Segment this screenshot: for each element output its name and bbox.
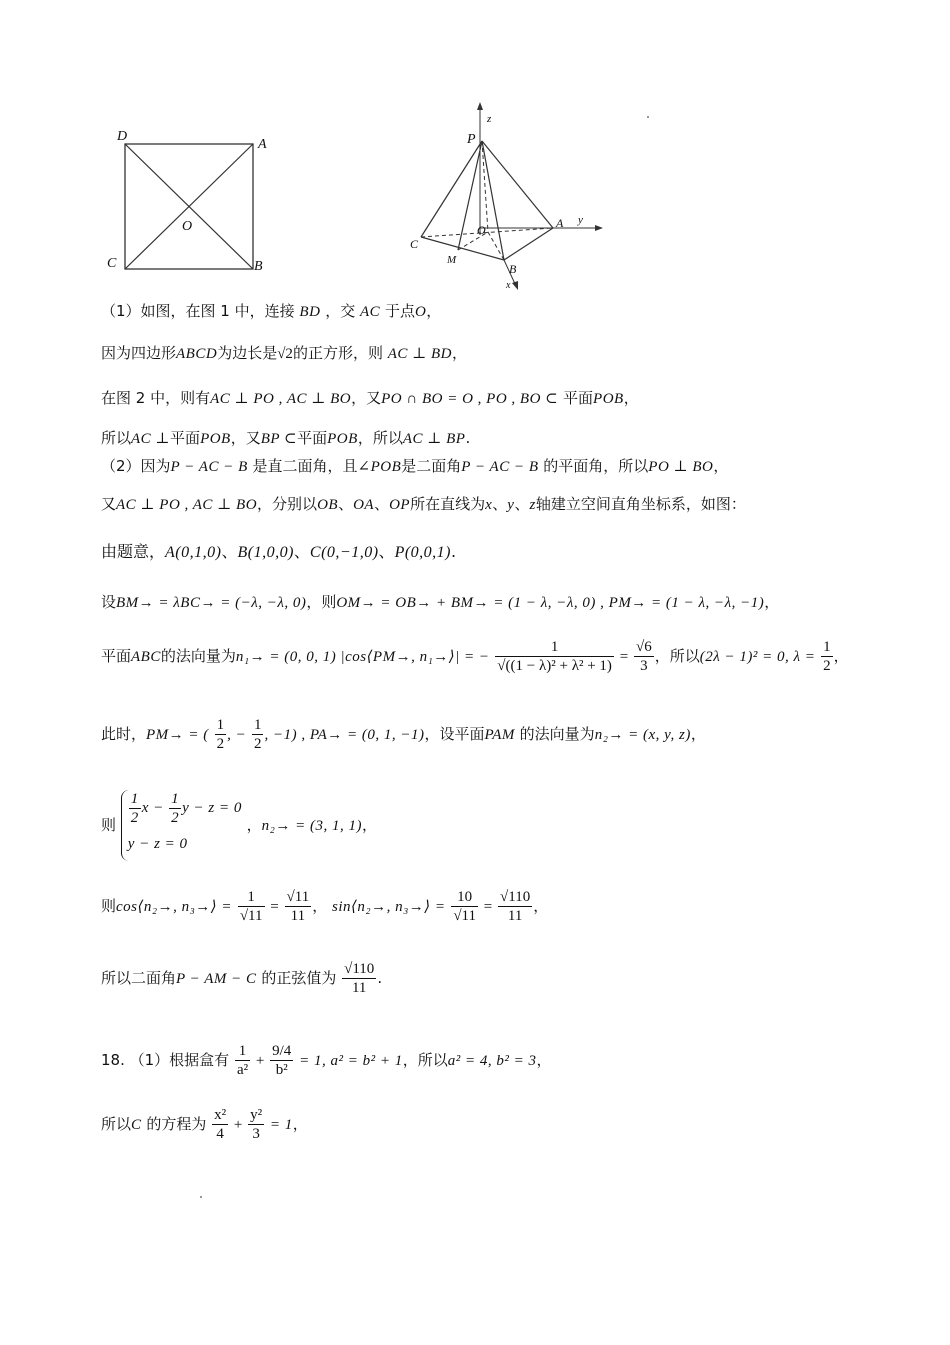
solution-line-7: 由题意，A(0,1,0)、B(1,0,0)、C(0,−1,0)、P(0,0,1).	[101, 542, 457, 561]
fraction: $\frac{9/4}{\text{b²}}$	[272, 1043, 292, 1078]
label-B2: B	[509, 262, 517, 276]
solution-line-3: 在图 2 中，则有AC ⊥ PO , AC ⊥ BO，又PO ∩ BO = O , PO , BO ⊂ 平面POB，	[101, 389, 639, 407]
solution-line-5: （2）因为P − AC − B 是直二面角，且∠POB是二面角P − AC − B 的平面角，所以PO ⊥ BO，	[101, 457, 729, 475]
figure-pyramid	[400, 100, 615, 295]
equation-system: $\frac{1}{2}$ x − $\frac{1}{2}$ y − z = 0 y − z = 0	[121, 790, 242, 861]
solution-line-13: 所以二面角P − AM − C 的正弦值为 $\frac{√110}{11}$ .	[101, 961, 383, 996]
stray-dot	[200, 1196, 202, 1198]
label-B: B	[254, 259, 263, 274]
label-C2: C	[410, 237, 419, 251]
label-C: C	[107, 256, 117, 271]
label-O: O	[182, 219, 193, 234]
label-y: y	[578, 214, 583, 226]
solution-line-10: 此时，PM→ = ( $\frac{1}{2}$ , − $\frac{1}{2}$ , −1) , PA→ = (0, 1, −1)，设平面PAM 的法向量为n₂→ = (x, y, z)，	[101, 717, 706, 752]
label-P: P	[467, 132, 476, 147]
solution-line-6: 又AC ⊥ PO , AC ⊥ BO，分别以OB、OA、OP所在直线为x、y、z轴建立空间直角坐标系，如图：	[101, 495, 746, 513]
stray-dot	[647, 116, 649, 118]
label-O2: O	[477, 223, 486, 237]
solution-line-8: 设BM→ = λBC→ = (−λ, −λ, 0)，则OM→ = OB→ + BM→ = (1 − λ, −λ, 0) , PM→ = (1 − λ, −λ, −1)，	[101, 593, 780, 611]
solution-line-1: （1）如图，在图 1 中，连接 BD ，交 AC 于点O，	[101, 302, 442, 320]
solution-line-2: 因为四边形ABCD为边长是√2的正方形，则 AC ⊥ BD，	[101, 344, 468, 362]
fraction: $\frac{1}{\text{a²}}$	[236, 1043, 249, 1078]
label-A: A	[258, 137, 267, 152]
fraction: $\frac{\text{y²}}{3}$	[250, 1107, 263, 1142]
solution-line-4: 所以AC ⊥平面POB，又BP ⊂平面POB，所以AC ⊥ BP.	[101, 429, 471, 447]
fraction: $\frac{√6}{3}$	[635, 639, 652, 674]
solution-line-11: 则 $\frac{1}{2}$ x − $\frac{1}{2}$ y − z = 0 y − z = 0 ，n₂→ = (3, 1, 1)，	[101, 790, 377, 861]
fraction: $\frac{√11}{11}$	[286, 889, 310, 924]
figure-square	[100, 120, 290, 280]
solution-line-15: 所以C 的方程为 $\frac{\text{x²}}{4}$ + $\frac{\text{y²}}{3}$ = 1，	[101, 1107, 308, 1142]
label-A2: A	[556, 216, 564, 230]
fraction: $\frac{10}{√11}$	[453, 889, 476, 924]
solution-line-12: 则cos⟨n₂→, n₃→⟩ = $\frac{1}{√11}$ = $\frac{√11}{11}$ ， sin⟨n₂→, n₃→⟩ = $\frac{10}{√11}$ = $\frac{√110}{11}$ ，	[101, 889, 549, 924]
label-x: x	[506, 280, 511, 291]
solution-line-9: 平面ABC的法向量为n₁→ = (0, 0, 1) |cos⟨PM→, n₁→⟩| = − $\frac{1}{\text{√((1 − λ)² + λ² + 1)}}$ = $\frac{√6}{3}$ ，所以(2λ − 1)² = 0, λ = $\frac{1}{2}$ ，	[101, 639, 849, 674]
fraction: $\frac{1}{2}$	[253, 717, 262, 752]
solution-line-14: 18. （1）根据盒有 $\frac{1}{\text{a²}}$ + $\frac{9/4}{\text{b²}}$ = 1, a² = b² + 1，所以a² = 4, b² = 3，	[101, 1043, 552, 1078]
label-D: D	[117, 129, 128, 144]
fraction: $\frac{√110}{11}$	[500, 889, 531, 924]
label-z: z	[487, 113, 492, 125]
fraction: $\frac{1}{2}$	[823, 639, 831, 674]
fraction: $\frac{1}{\text{√((1 − λ)² + λ² + 1)}}$	[497, 639, 612, 674]
fraction: $\frac{1}{2}$	[216, 717, 225, 752]
fraction: $\frac{1}{√11}$	[239, 889, 263, 924]
label-M: M	[447, 254, 457, 266]
fraction: $\frac{√110}{11}$	[344, 961, 375, 996]
fraction: $\frac{\text{x²}}{4}$	[214, 1107, 227, 1142]
